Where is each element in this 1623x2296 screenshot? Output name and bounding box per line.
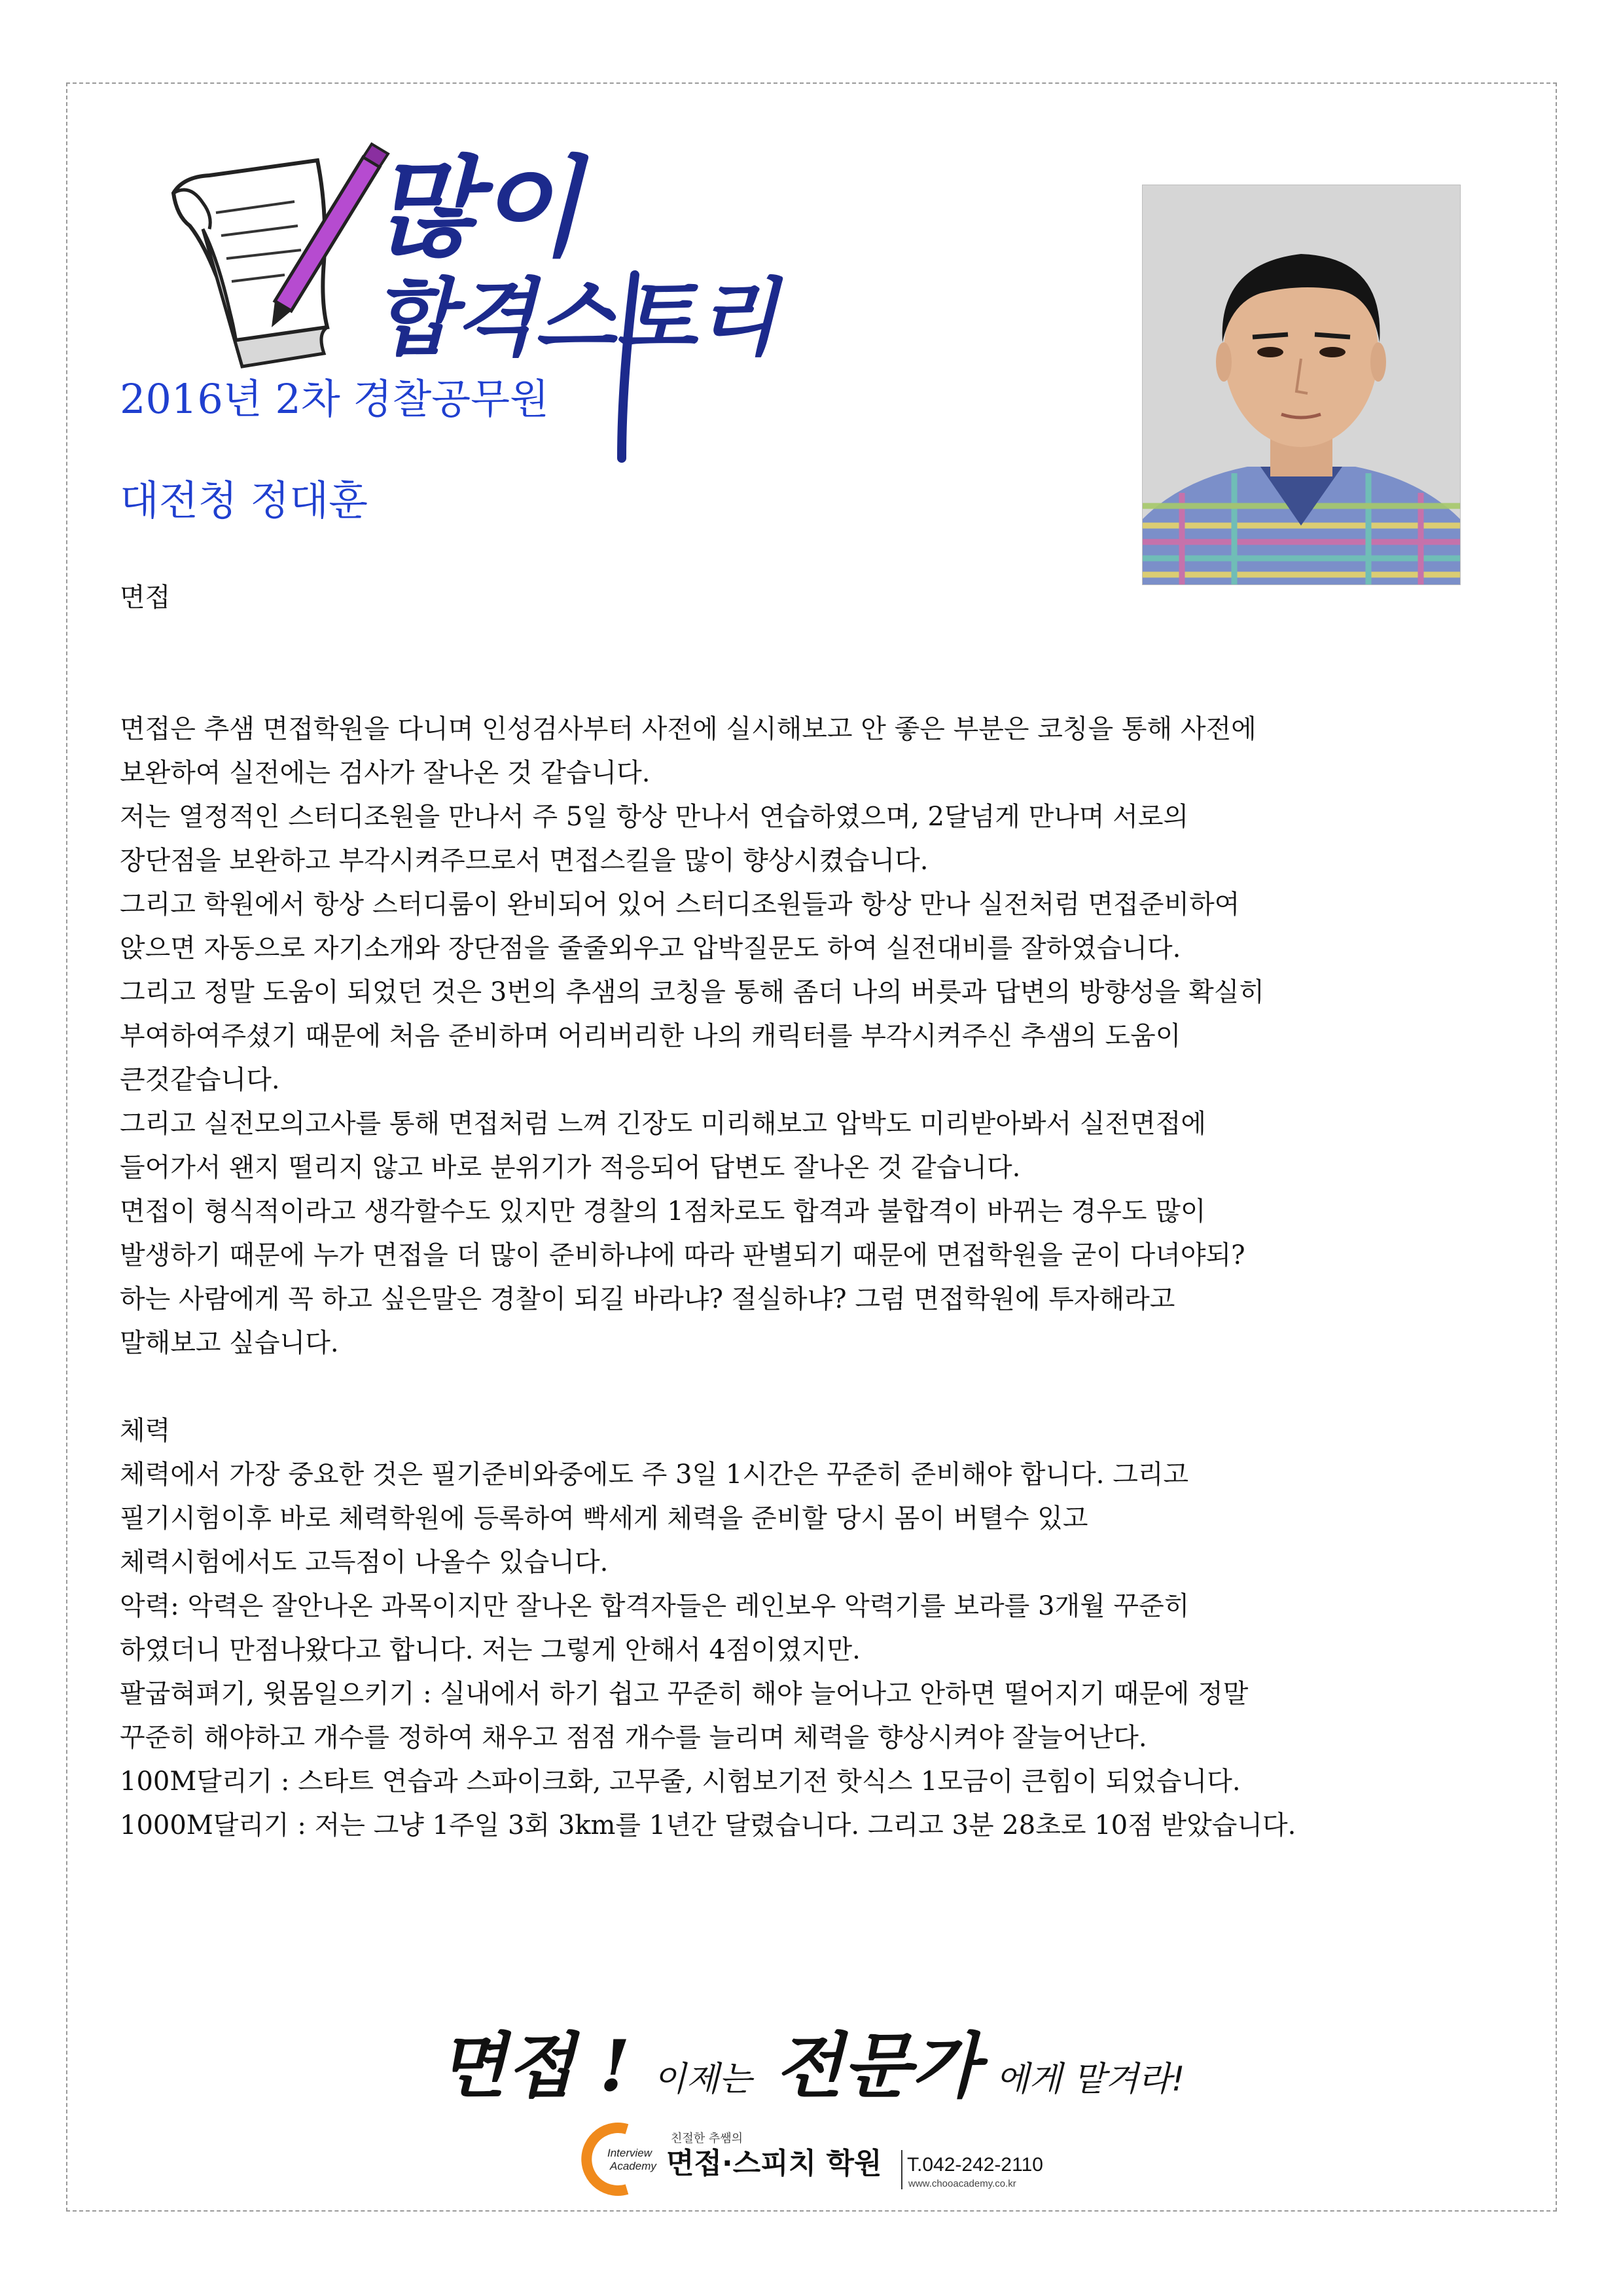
text-line: 저는 열정적인 스터디조원을 만나서 주 5일 항상 만나서 연습하였으며, 2달넘게 만나며 서로의 xyxy=(120,802,1189,832)
academy-phone: T.042-242-2110 xyxy=(907,2154,1043,2176)
text-line: 큰것같습니다. xyxy=(120,1065,280,1095)
text-line: 그리고 학원에서 항상 스터디룸이 완비되어 있어 스터디조원들과 항상 만나 실전처럼 면접준비하여 xyxy=(120,889,1240,920)
academy-logo xyxy=(589,2124,1047,2193)
text-line: 앉으면 자동으로 자기소개와 장단점을 줄줄외우고 압박질문도 하여 실전대비를 잘하였습니다. xyxy=(120,933,1181,963)
author-name: 대전청 정대훈 xyxy=(120,476,368,524)
academy-brand-line2: Academy xyxy=(610,2160,656,2172)
text-line: 보완하여 실전에는 검사가 잘나온 것 같습니다. xyxy=(120,758,651,788)
slogan-entrust: 에게 맡겨라! xyxy=(996,2060,1185,2099)
text-line: 들어가서 왠지 떨리지 않고 바로 분위기가 적응되어 답변도 잘나온 것 같습니다. xyxy=(120,1153,1021,1183)
academy-c-mark-icon xyxy=(586,2128,627,2191)
text-line: 꾸준히 해야하고 개수를 정하여 채우고 점점 개수를 늘리며 체력을 향상시켜야 잘늘어난다. xyxy=(120,1723,1147,1753)
logo-line1: 많이 xyxy=(373,144,582,271)
slogan-now: 이제는 xyxy=(653,2060,752,2099)
slogan-expert: 전문가 xyxy=(774,2025,980,2108)
text-line: 체력에서 가장 중요한 것은 필기준비와중에도 주 3일 1시간은 꾸준히 준비해야 합니다. 그리고 xyxy=(120,1460,1189,1490)
text-line: 하였더니 만점나왔다고 합니다. 저는 그렇게 안해서 4점이였지만. xyxy=(120,1635,861,1665)
academy-tagline: 친절한 추쌤의 xyxy=(671,2132,743,2145)
logo-line2: 합격스토리 xyxy=(373,269,778,367)
section-heading-interview: 면접 xyxy=(120,583,171,613)
page-title: 2016년 2차 경찰공무원 xyxy=(120,375,549,423)
fitness-paragraph xyxy=(120,1453,1442,1848)
portrait-photo xyxy=(1142,185,1461,585)
section-heading-fitness: 체력 xyxy=(120,1416,171,1446)
text-line: 부여하여주셨기 때문에 처음 준비하며 어리버리한 나의 캐릭터를 부각시켜주신 추샘의 도움이 xyxy=(120,1021,1181,1051)
academy-url: www.chooacademy.co.kr xyxy=(908,2178,1016,2189)
text-line: 장단점을 보완하고 부각시켜주므로서 면접스킬을 많이 향상시켰습니다. xyxy=(120,846,929,876)
academy-brand-line1: Interview xyxy=(607,2147,652,2159)
footer-slogan xyxy=(0,2009,1623,2111)
text-line: 발생하기 때문에 누가 면접을 더 많이 준비하냐에 따라 판별되기 때문에 면접학원을 굳이 다녀야되? xyxy=(120,1240,1245,1270)
text-line: 체력시험에서도 고득점이 나올수 있습니다. xyxy=(120,1547,609,1577)
text-line: 면접은 추샘 면접학원을 다니며 인성검사부터 사전에 실시해보고 안 좋은 부분은 코칭을 통해 사전에 xyxy=(120,714,1257,744)
text-line: 말해보고 싶습니다. xyxy=(120,1328,339,1358)
story-body xyxy=(120,576,1442,1848)
text-line: 팔굽혀펴기, 윗몸일으키기 : 실내에서 하기 쉽고 꾸준히 해야 늘어나고 안하면 떨어지기 때문에 정말 xyxy=(120,1679,1249,1709)
text-line: 그리고 실전모의고사를 통해 면접처럼 느껴 긴장도 미리해보고 압박도 미리받아봐서 실전면접에 xyxy=(120,1109,1207,1139)
text-line: 하는 사람에게 꼭 하고 싶은말은 경찰이 되길 바라냐? 절실하냐? 그럼 면접학원에 투자해라고 xyxy=(120,1284,1175,1314)
slogan-interview: 면접 ! xyxy=(438,2025,631,2108)
text-line: 필기시험이후 바로 체력학원에 등록하여 빡세게 체력을 준비할 당시 몸이 버텰수 있고 xyxy=(120,1503,1088,1534)
interview-paragraph xyxy=(120,708,1442,1365)
text-line: 악력: 악력은 잘안나온 과목이지만 잘나온 합격자들은 레인보우 악력기를 보라를 3개월 꾸준히 xyxy=(120,1591,1190,1621)
academy-name: 면접·스피치 학원 xyxy=(666,2147,882,2180)
text-line: 면접이 형식적이라고 생각할수도 있지만 경찰의 1점차로도 합격과 불합격이 바뀌는 경우도 많이 xyxy=(120,1196,1206,1227)
text-line: 100M달리기 : 스타트 연습과 스파이크화, 고무줄, 시험보기전 핫식스 1모금이 큰힘이 되었습니다. xyxy=(120,1767,1241,1797)
text-line: 1000M달리기 : 저는 그냥 1주일 3회 3km를 1년간 달렸습니다. 그리고 3분 28초로 10점 받았습니다. xyxy=(120,1810,1296,1840)
text-line: 그리고 정말 도움이 되었던 것은 3번의 추샘의 코칭을 통해 좀더 나의 버릇과 답변의 방향성을 확실히 xyxy=(120,977,1265,1007)
